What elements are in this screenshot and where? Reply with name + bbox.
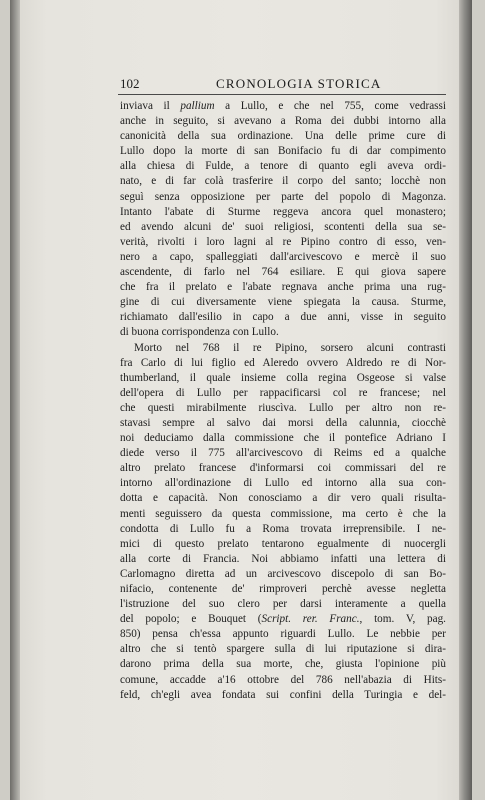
text-line: canonicità della sua ordinazione. Una delle prime cure di (120, 130, 446, 143)
header-rule (118, 94, 446, 95)
text-line: Morto nel 768 il re Pipino, sorsero alcuni contrasti (134, 341, 446, 354)
text-line: nero a capo, spalleggiati dall'arcivescovo e mercè il suo (120, 250, 446, 263)
text-line: mici di questo prelato tentarono egualmente di nuocergli (120, 537, 446, 550)
text-line: nifacio, contenente de' rimproveri perchè avesse negletta (120, 583, 446, 595)
body-text (120, 99, 446, 703)
page-header (120, 76, 450, 94)
text-line: dotta e capacità. Non conosciamo a dir vero quali risulta- (120, 492, 446, 505)
text-line: verità, rivolti i loro lagni al re Pipino contro di esso, ven- (120, 235, 446, 248)
page-number: 102 (120, 76, 140, 91)
text-line: anche in seguito, si avevano a Roma dei dubbi intorno alla (120, 115, 446, 128)
text-line: dell'opera di Lullo per rappacificarsi col re francese; nel (120, 386, 446, 399)
text-line: ascendente, di farlo nel 764 esiliare. E qui giova sapere (120, 266, 446, 279)
text-line: ed avendo alcuni de' suoi religiosi, scontenti della sua se- (120, 220, 446, 233)
text-line: inviava il pallium a Lullo, e che nel 755, come vedrassi (120, 100, 446, 112)
text-line: condotta di Lullo fu a Roma trovata irreprensibile. I ne- (120, 522, 446, 535)
right-page-edge (459, 0, 472, 800)
text-line: fra Carlo di lui figlio ed Aleredo ovvero Aldredo re di Nor- (120, 356, 446, 369)
text-line: stavasi sempre al salvo dai morsi della calunnia, ciocchè (120, 416, 446, 429)
text-line: darono prima della sua morte, che, giusta l'opinione più (120, 658, 446, 671)
text-line: del popolo; e Bouquet (Script. rer. Franc., tom. V, pag. (120, 613, 446, 626)
text-line: di buona corrispondenza con Lullo. (120, 326, 279, 339)
text-line: noi deduciamo dalla commissione che il pontefice Adriano I (120, 432, 446, 445)
text-line: che questi mirabilmente riuscìva. Lullo per altro non re- (120, 401, 446, 414)
text-line: Carlomagno diretta ad un arcivescovo discepolo di san Bo- (120, 567, 446, 580)
text-line: richiamato dall'esilio in capo a due anni, visse in seguito (120, 311, 446, 324)
text-line: 850) pensa ch'essa appunto riguardi Lullo. Le nebbie per (120, 628, 446, 641)
text-line: alla corte di Francia. Noi abbiamo infatti una lettera di (120, 552, 446, 565)
text-line: l'istruzione del suo clero per darsi interamente a quella (120, 598, 446, 611)
text-line: gine di cui diversamente viene spiegata la causa. Sturme, (120, 296, 446, 309)
running-title: CRONOLOGIA STORICA (216, 76, 382, 91)
text-line: che fra il prelato e l'abate regnava anche prima una rug- (120, 281, 446, 294)
text-line: altro che si tentò spargere sulla di lui riputazione si dira- (120, 643, 446, 656)
text-line: Intanto l'abate di Sturme reggeva ancora quel monastero; (120, 205, 446, 218)
text-line: diede verso il 775 all'arcivescovo di Reims ed a qualche (120, 447, 446, 460)
text-line: menti seguissero da questa commissione, ma certo è che la (120, 507, 446, 520)
text-line: feld, ch'egli avea fondata sui confini della Turingia e del- (120, 688, 446, 701)
text-line: intorno all'ordinazione di Lullo ed intorno alla sua con- (120, 477, 446, 490)
text-line: thumberland, il quale insieme colla regina Osgeose si valse (120, 371, 446, 384)
text-line: comune, accadde a'16 ottobre del 786 nell'abazia di Hits- (120, 673, 446, 686)
text-line: seguì senza opposizione per parte del popolo di Magonza. (120, 190, 446, 203)
text-line: nato, e di far colà trasferire il corpo del santo; locchè non (120, 175, 446, 188)
text-line: alla chiesa di Fulde, a tenore di quanto egli aveva ordi- (120, 160, 446, 173)
text-line: Lullo dopo la morte di san Bonifacio fu di dar compimento (120, 145, 446, 158)
left-page-edge (10, 0, 20, 800)
text-line: altro prelato francese d'informarsi coi commissari del re (120, 462, 446, 475)
